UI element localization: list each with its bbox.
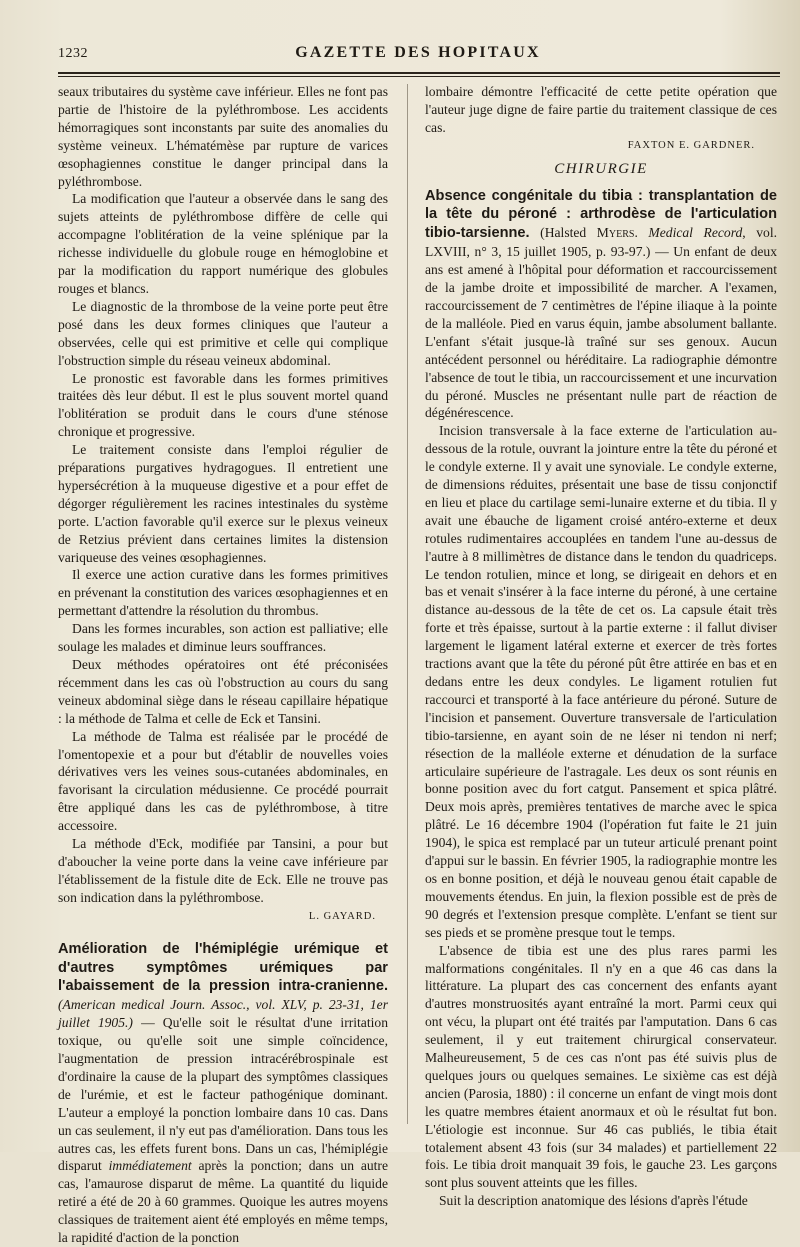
page-number: 1232 bbox=[58, 46, 88, 61]
article-body: — Un enfant de deux ans est amené à l'hôpital pour déformation et raccourcissement de la jambe droite et impossibilité de marcher. A l'examen, raccourcissement de 7 centimètres de l'épine iliaque à la pointe de la malléole. Pied en varus équin, jambe absolument ballante. L'enfant s'était jusque-là traîné sur ses genoux. Aucun antécédent personnel ou héréditaire. La radiographie démontre l'absence de tout le tibia, un raccourcissement et une incurvation du péroné. Muscles ne présentant nulle part de réaction de dégénérescence. bbox=[425, 244, 777, 421]
citation-prefix: (Halsted bbox=[540, 225, 597, 241]
paragraph: Le pronostic est favorable dans les formes primitives traitées dès leur début. Il est le plus souvent mortel quand l'oblitération se produit dans le cours d'une sténose chronique et progressive. bbox=[58, 370, 388, 440]
citation-journal: Medical Record bbox=[648, 225, 743, 241]
article-citation: (American medical Journ. Assoc., vol. XLV, p. 23-31, 1er juillet 1905.) bbox=[58, 997, 388, 1031]
paragraph: Deux méthodes opératoires ont été préconisées récemment dans les cas où l'obstruction au cours du sang veineux abdominal siège dans le réseau capillaire hépatique : la méthode de Talma et celle de Eck et Tansini. bbox=[58, 657, 388, 726]
section-heading: CHIRURGIE bbox=[554, 160, 648, 177]
paragraph: seaux tributaires du système cave inférieur. Elles ne font pas partie de l'histoire de la pyléthrombose. Les accidents hémorragiques sont inconstants par suite des anomalies du système veineux. L'hématémèse par rupture de varices œsophagiennes constitue le danger principal dans la pyléthrombose. bbox=[58, 84, 388, 189]
left-column bbox=[58, 83, 388, 1247]
paragraph: La modification que l'auteur a observée dans le sang des sujets atteints de pyléthrombose diffère de celle qui accompagne l'oblitération de la veine splénique par la richesse individuelle du globule rouge en hémoglobine et par la modification du rapport numérique des globules rouges et blancs. bbox=[58, 191, 388, 296]
paragraph: La méthode de Talma est réalisée par le procédé de l'omentopexie et a pour but d'établir de nouvelles voies dérivatives vers les veines sous-cutanées abdominales, en favorisant la circulation médusienne. Ce procédé pourrait être appliqué dans les cas de pyléthrombose, à titre accessoire. bbox=[58, 728, 388, 834]
paragraph: Le diagnostic de la thrombose de la veine porte peut être posé dans les deux formes cliniques que l'auteur a observées, celle qui est primitive et celle qui complique l'obstruction simple du réseau veineux abdominal. bbox=[58, 298, 388, 368]
article-body: — Qu'elle soit le résultat d'une irritation toxique, ou qu'elle soit une simple coïncidence, l'augmentation de pression intracérébrospinale est d'ordinaire la cause de la plupart des symptômes classiques de l'urémie, et est le facteur pathogénique dominant. L'auteur a employé la ponction lombaire dans 10 cas. Dans un cas seulement, il n'y eut pas d'amélioration. Dans tous les autres cas, les effets furent bons. Dans un cas, l'hémiplégie disparut bbox=[58, 1015, 388, 1174]
author-signature: L. GAYARD. bbox=[308, 910, 376, 922]
article-entry bbox=[58, 940, 388, 1247]
emphasis-text: immédiatement bbox=[108, 1158, 192, 1174]
article-entry: Absence congénitale du tibia : transplantation de la tête du péroné : arthrodèse de l'articulation tibio-tarsienne. (Halsted Myers. Medical Record, vol. LXVIII, n° 3, 15 juillet 1905, p. 93-97.) — Un enfant de deux ans est amené à l'hôpital pour déformation et raccourcissement de la jambe droite et impossibilité de marcher. A l'examen, raccourcissement de 7 centimètres de l'épine iliaque à la pointe de la malléole. Pied en varus équin, jambe absolument ballante. L'enfant s'était jusque-là traîné sur ses genoux. Aucun antécédent personnel ou héréditaire. La radiographie démontre l'absence de tout le tibia, un raccourcissement et une incurvation du péroné. Muscles ne présentant nulle part de réaction de dégénérescence. bbox=[425, 187, 778, 421]
paragraph: Il exerce une action curative dans les formes primitives en prévenant la constitution des varices œsophagiennes et en permettant d'attendre la résolution du thrombus. bbox=[58, 567, 388, 619]
header-rule-thick bbox=[58, 72, 780, 74]
column-separator bbox=[407, 84, 408, 1124]
article-body: après la ponction; dans un autre cas, l'amaurose disparut de même. La quantité du liquide retiré a été de 20 à 60 grammes. Quoique les autres moyens classiques de traitement aient été employés en même temps, la rapidité d'action de la ponction bbox=[58, 1158, 388, 1246]
article-title: Amélioration de l'hémiplégie urémique et d'autres symptômes urémiques par l'abaissement de la pression intra-cranienne. bbox=[58, 940, 388, 995]
paragraph: Incision transversale à la face externe de l'articulation au-dessous de la rotule, ouvrant la jointure entre la tête du péroné et le condyle externe. Il y avait une synoviale. Le condyle externe, de dimensions réduites, présentait une base de tissu conjonctif en lieu et place du cartilage semi-lunaire externe et du tibia. Il y avait une ébauche de ligament croisé antéro-externe et deux rotules rudimentaires accouplées en tandem l'une au-dessus de l'autre à 8 millimètres de distance dans le tendon du quadriceps. Le tendon rotulien, mince et long, se dirigeait en dehors et en bas et venait s'insérer à la face interne du péroné, à une certaine distance au-dessous de la tête de cet os. La capsule était très forte et très épaisse, surtout à la partie externe : il fallut diviser largement le ligament latéral externe et exercer de très fortes tractions avant que la tête du péroné pût être attirée en bas et en dedans entre les deux condyles. Le ligament rotulien fut raccourci et transporté à la face antérieure du péroné. Suture de l'incision et pansement. Ouverture transversale de l'articulation tibio-tarsienne, en ayant soin de ne léser ni tendon ni nerf; résection de la malléole externe et dénudation de la surface articulaire supérieure de l'astragale. Les deux os sont réunis en bonne position avec du fort catgut. Pansement et spica plâtré. Deux mois après, premières tentatives de marche avec le spica plâtré. Le 16 décembre 1904 (l'opération fut faite le 21 juin 1904), le spica est remplacé par un tuteur articulé prenant point d'appui sur le bassin. En février 1905, la radiographie montre les os en bonne position, et déjà le nouveau genou était capable de mouvements étendus. En juin, la flexion possible est de près de 90 degrés et l'extension presque complète. L'enfant se tient sur ses pieds et se promène presque tout le temps. bbox=[425, 423, 777, 940]
author-signature: FAXTON E. GARDNER. bbox=[627, 139, 755, 151]
paragraph: Dans les formes incurables, son action est palliative; elle soulage les malades et diminue leurs souffrances. bbox=[58, 621, 388, 655]
page-header bbox=[58, 42, 778, 68]
paragraph: lombaire démontre l'efficacité de cette petite opération que l'auteur juge digne de faire partie du traitement classique de ces cas. bbox=[425, 84, 777, 135]
journal-title: GAZETTE DES HOPITAUX bbox=[295, 44, 541, 61]
right-column bbox=[425, 83, 777, 1210]
citation-details: , vol. LXVIII, n° 3, 15 juillet 1905, p. 93-97.) bbox=[425, 225, 778, 260]
article-title: Absence congénitale du tibia : transplantation de la tête du péroné : arthrodèse de l'articulation tibio-tarsienne. bbox=[425, 187, 777, 242]
citation-author: Myers bbox=[596, 225, 635, 241]
header-rule-thin bbox=[58, 76, 780, 77]
paragraph: L'absence de tibia est une des plus rares parmi les malformations congénitales. Il n'y en a que 46 cas dans la littérature. La plupart des cas concernent des enfants ayant d'autres monstruosités ayant entraîné la mort. Parmi ceux qui ont vécu, la plupart ont été traités par l'amputation. Dans 6 cas seulement, il y eut traitement chirurgical conservateur. Malheureusement, 5 de ces cas n'ont pas été suivis plus de quelques jours ou quelques semaines. Le sixième cas est déjà ancien (Parosia, 1880) : il concerne un enfant de vingt mois dont les quatre membres étaient anormaux et où le résultat fut bon. L'étiologie est inconnue. Sur 46 cas publiés, le tibia était totalement absent 43 fois (sur 34 malades) et partiellement 22 fois. Le tibia droit manquait 39 fois, le gauche 23. Les garçons sont plus souvent atteints que les filles. bbox=[425, 942, 777, 1191]
paragraph: Suit la description anatomique des lésions d'après l'étude bbox=[439, 1193, 748, 1209]
paragraph: La méthode d'Eck, modifiée par Tansini, a pour but d'aboucher la veine porte dans la veine cave inférieure par l'établissement de la fistule dite de Eck. Elle ne trouve pas son indication dans la pyléthrombose. bbox=[58, 836, 388, 905]
paragraph: Le traitement consiste dans l'emploi régulier de préparations purgatives hydragogues. Il entretient une hypersécrétion à la muqueuse digestive et a pour effet de dégorger régulièrement les racines intestinales du système porte. L'action favorable qu'il exerce sur le plexus veineux de Retzius prévient dans certaines limites la distension variqueuse des veines œsophagiennes. bbox=[58, 442, 388, 565]
